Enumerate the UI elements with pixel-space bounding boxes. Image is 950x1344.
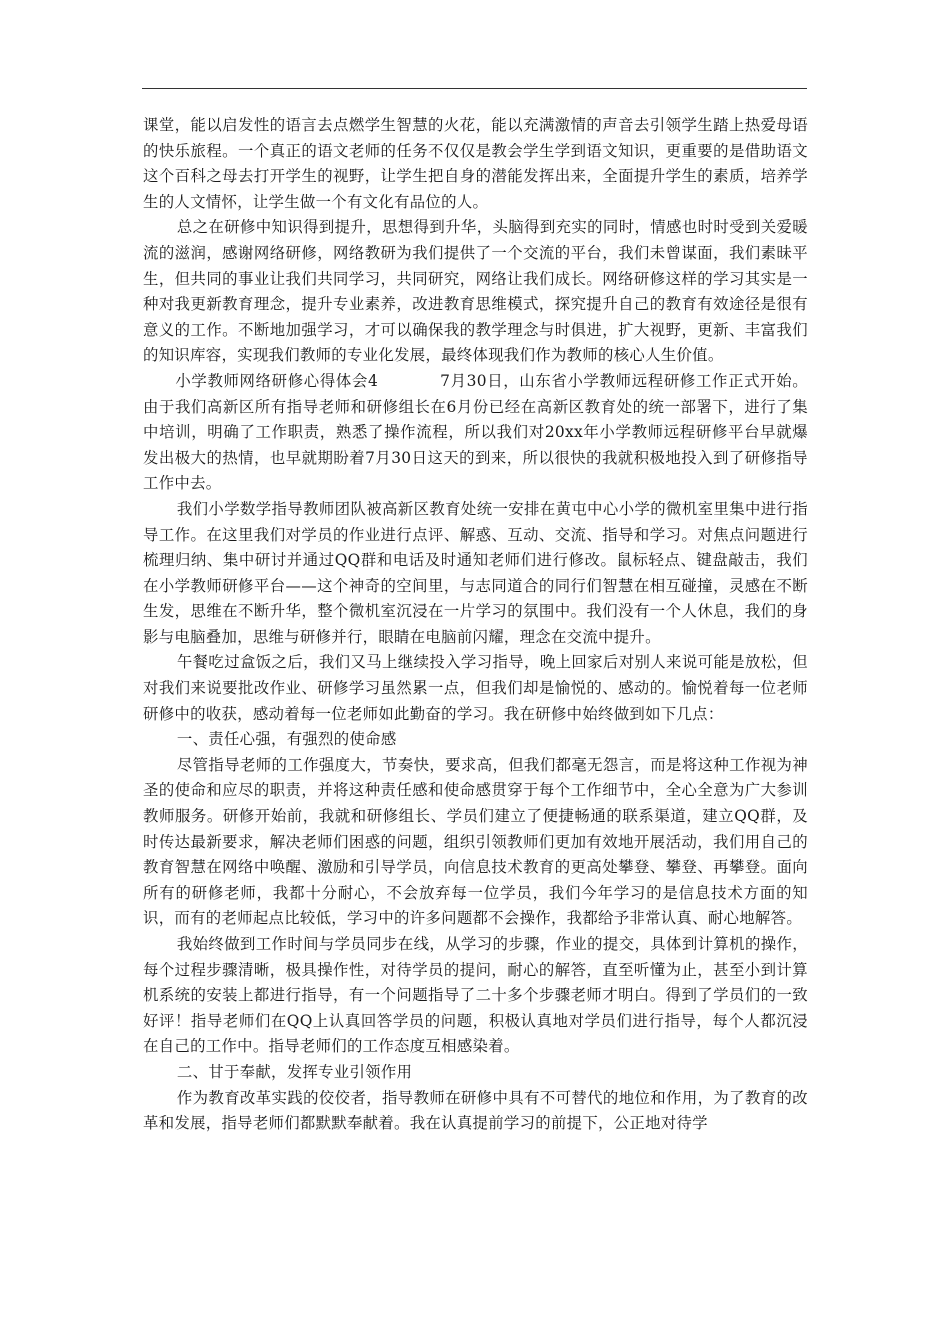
paragraph-3: 由于我们高新区所有指导老师和研修组长在6月份已经在高新区教育处的统一部署下，进行了集中培训，明确了工作职责，熟悉了操作流程，所以我们对20xx年小学教师远程研修平台早就爆发出极大的热情，也早就期盼着7月30日这天的到来，所以很快的我就积极地投入到了研修指导工作中去。 — [143, 397, 808, 493]
paragraph-5: 午餐吃过盒饭之后，我们又马上继续投入学习指导，晚上回家后对别人来说可能是放松，但对我们来说要批改作业、研修学习虽然累一点，但我们却是愉悦的、感动的。愉悦着每一位老师研修中的收获，感动着每一位老师如此勤奋的学习。我在研修中始终做到如下几点： — [143, 653, 808, 723]
subheading-1: 一、责任心强，有强烈的使命感 — [176, 730, 397, 749]
document-body — [143, 113, 808, 1137]
section-title: 小学教师网络研修心得体会4 — [175, 371, 379, 390]
section-heading-line — [143, 369, 808, 497]
paragraph-1: 课堂，能以启发性的语言去点燃学生智慧的火花，能以充满激情的声音去引领学生踏上热爱母语的快乐旅程。一个真正的语文老师的任务不仅仅是教会学生学到语文知识，更重要的是借助语文这个百科之母去打开学生的视野，让学生把自身的潜能发挥出来，全面提升学生的素质，培养学生的人文情怀，让学生做一个有文化有品位的人。 — [143, 116, 808, 211]
subheading-2: 二、甘于奉献，发挥专业引领作用 — [176, 1062, 413, 1081]
paragraph-2: 总之在研修中知识得到提升，思想得到升华，头脑得到充实的同时，情感也时时受到关爱暖流的滋润，感谢网络研修，网络教研为我们提供了一个交流的平台，我们未曾谋面，我们素昧平生，但共同的事业让我们共同学习，共同研究，网络让我们成长。网络研修这样的学习其实是一种对我更新教育理念，提升专业素养，改进教育思维模式，探究提升自己的教育有效途径是很有意义的工作。不断地加强学习，才可以确保我的教学理念与时俱进，扩大视野，更新、丰富我们的知识库容，实现我们教师的专业化发展，最终体现我们作为教师的核心人生价值。 — [143, 218, 808, 365]
header-rule — [142, 88, 807, 89]
paragraph-8: 作为教育改革实践的佼佼者，指导教师在研修中具有不可替代的地位和作用，为了教育的改革和发展，指导老师们都默默奉献着。我在认真提前学习的前提下，公正地对待学 — [143, 1088, 808, 1133]
paragraph-4: 我们小学数学指导教师团队被高新区教育处统一安排在黄屯中心小学的微机室里集中进行指导工作。在这里我们对学员的作业进行点评、解惑、互动、交流、指导和学习。对焦点问题进行梳理归纳、集中研讨并通过QQ群和电话及时通知老师们进行修改。鼠标轻点、键盘敲击，我们在小学教师研修平台——这个神奇的空间里，与志同道合的同行们智慧在相互碰撞，灵感在不断生发，思维在不断升华，整个微机室沉浸在一片学习的氛围中。我们没有一个人休息，我们的身影与电脑叠加，思维与研修并行，眼睛在电脑前闪耀，理念在交流中提升。 — [143, 499, 808, 646]
section-lead: 7月30日，山东省小学教师远程研修工作正式开始。 — [440, 371, 808, 390]
paragraph-6: 尽管指导老师的工作强度大，节奏快，要求高，但我们都毫无怨言，而是将这种工作视为神圣的使命和应尽的职责，并将这种责任感和使命感贯穿于每个工作细节中，全心全意为广大参训教师服务。研修开始前，我就和研修组长、学员们建立了便捷畅通的联系渠道，建立QQ群，及时传达最新要求，解决老师们困惑的问题，组织引领教师们更加有效地开展活动，我们用自己的教育智慧在网络中唤醒、激励和引导学员，向信息技术教育的更高处攀登、攀登、再攀登。面向所有的研修老师，我都十分耐心，不会放弃每一位学员，我们今年学习的是信息技术方面的知识，而有的老师起点比较低，学习中的许多问题都不会操作，我都给予非常认真、耐心地解答。 — [143, 755, 808, 928]
paragraph-7: 我始终做到工作时间与学员同步在线，从学习的步骤，作业的提交，具体到计算机的操作，每个过程步骤清晰，极具操作性，对待学员的提问，耐心的解答，直至听懂为止，甚至小到计算机系统的安装上都进行指导，有一个问题指导了二十多个步骤老师才明白。得到了学员们的一致好评！指导老师们在QQ上认真回答学员的问题，积极认真地对学员们进行指导，每个人都沉浸在自己的工作中。指导老师们的工作态度互相感染着。 — [143, 935, 808, 1056]
